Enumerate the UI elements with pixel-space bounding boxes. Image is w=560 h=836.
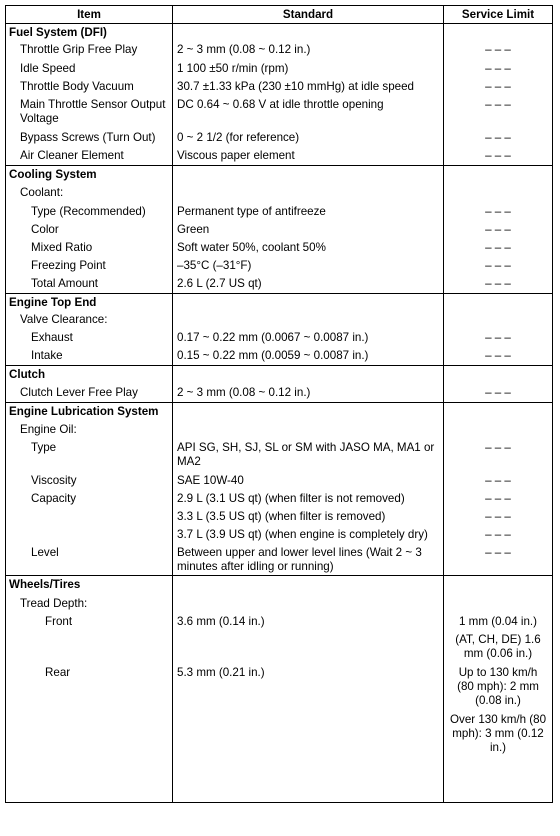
item-cell bbox=[6, 421, 173, 439]
section-header-row bbox=[6, 403, 553, 421]
service-limit-cell bbox=[444, 60, 553, 78]
standard-cell bbox=[173, 41, 444, 60]
table-row bbox=[6, 613, 553, 631]
table-row bbox=[6, 664, 553, 711]
item-label: Valve Clearance: bbox=[20, 312, 108, 326]
standard-value: DC 0.64 ~ 0.68 V at idle throttle opening bbox=[177, 97, 384, 111]
standard-cell bbox=[173, 613, 444, 631]
service-limit-cell bbox=[444, 147, 553, 166]
standard-cell bbox=[173, 311, 444, 329]
section-title: Wheels/Tires bbox=[9, 578, 81, 591]
standard-value: Soft water 50%, coolant 50% bbox=[177, 240, 326, 254]
service-limit-value: 1 mm (0.04 in.) bbox=[459, 614, 537, 628]
item-label: Main Throttle Sensor Output Voltage bbox=[20, 97, 166, 125]
item-label: Coolant: bbox=[20, 185, 64, 199]
item-cell bbox=[6, 96, 173, 129]
service-limit-value: – – – bbox=[485, 130, 511, 144]
standard-cell bbox=[173, 526, 444, 544]
standard-value: API SG, SH, SJ, SL or SM with JASO MA, MA1 or MA2 bbox=[177, 440, 435, 468]
service-limit-cell bbox=[444, 129, 553, 147]
standard-value: 1 100 ±50 r/min (rpm) bbox=[177, 61, 289, 75]
service-limit-cell bbox=[444, 472, 553, 490]
section-title: Clutch bbox=[9, 368, 46, 381]
table-row bbox=[6, 384, 553, 403]
standard-value: SAE 10W-40 bbox=[177, 473, 244, 487]
standard-value: –35°C (–31°F) bbox=[177, 258, 252, 272]
item-label: Level bbox=[31, 545, 59, 559]
standard-cell bbox=[173, 184, 444, 203]
standard-cell bbox=[173, 147, 444, 166]
item-cell bbox=[6, 60, 173, 78]
standard-value: Between upper and lower level lines (Wait 2 ~ 3 minutes after idling or running) bbox=[177, 545, 422, 573]
item-cell bbox=[6, 184, 173, 203]
standard-cell bbox=[173, 384, 444, 403]
service-limit-value: – – – bbox=[485, 61, 511, 75]
service-limit-value: – – – bbox=[485, 79, 511, 93]
item-label: Freezing Point bbox=[31, 258, 106, 272]
section-limit-cell bbox=[444, 166, 553, 184]
service-limit-value: – – – bbox=[485, 385, 511, 399]
service-limit-cell bbox=[444, 347, 553, 366]
standard-value: 3.6 mm (0.14 in.) bbox=[177, 614, 265, 628]
standard-cell bbox=[173, 439, 444, 472]
section-title: Engine Lubrication System bbox=[9, 405, 159, 418]
item-label: Idle Speed bbox=[20, 61, 76, 75]
table-row bbox=[6, 472, 553, 490]
service-limit-cell bbox=[444, 595, 553, 613]
service-limit-value: – – – bbox=[485, 97, 511, 111]
service-limit-value: – – – bbox=[485, 204, 511, 218]
section-title-cell bbox=[6, 366, 173, 384]
table-row bbox=[6, 544, 553, 576]
table-row bbox=[6, 347, 553, 366]
item-cell bbox=[6, 631, 173, 664]
service-limit-cell bbox=[444, 275, 553, 294]
table-row bbox=[6, 221, 553, 239]
section-title-cell bbox=[6, 576, 173, 595]
service-limit-cell bbox=[444, 439, 553, 472]
item-label: Air Cleaner Element bbox=[20, 148, 124, 162]
service-limit-value: (AT, CH, DE) 1.6 mm (0.06 in.) bbox=[455, 632, 541, 660]
item-label: Type bbox=[31, 440, 57, 454]
table-row bbox=[6, 526, 553, 544]
standard-value: 2 ~ 3 mm (0.08 ~ 0.12 in.) bbox=[177, 385, 311, 399]
standard-cell bbox=[173, 490, 444, 508]
item-cell bbox=[6, 613, 173, 631]
item-label: Engine Oil: bbox=[20, 422, 77, 436]
service-limit-value: – – – bbox=[485, 276, 511, 290]
service-limit-cell bbox=[444, 221, 553, 239]
section-title: Cooling System bbox=[9, 168, 97, 181]
service-limit-value: Up to 130 km/h (80 mph): 2 mm (0.08 in.) bbox=[457, 665, 539, 707]
standard-value: Green bbox=[177, 222, 210, 236]
service-limit-cell bbox=[444, 631, 553, 664]
item-label: Type (Recommended) bbox=[31, 204, 146, 218]
standard-cell bbox=[173, 664, 444, 711]
item-label: Mixed Ratio bbox=[31, 240, 93, 254]
section-standard-cell bbox=[173, 294, 444, 311]
standard-value: 0.15 ~ 0.22 mm (0.0059 ~ 0.0087 in.) bbox=[177, 348, 369, 362]
standard-value: 5.3 mm (0.21 in.) bbox=[177, 665, 265, 679]
service-limit-value: – – – bbox=[485, 258, 511, 272]
standard-value: 3.3 L (3.5 US qt) (when filter is removed) bbox=[177, 509, 386, 523]
standard-value: Permanent type of antifreeze bbox=[177, 204, 326, 218]
item-cell bbox=[6, 257, 173, 275]
service-limit-value: – – – bbox=[485, 222, 511, 236]
item-cell bbox=[6, 490, 173, 508]
table-row bbox=[6, 257, 553, 275]
section-title-cell bbox=[6, 166, 173, 184]
standard-cell bbox=[173, 347, 444, 366]
standard-cell bbox=[173, 631, 444, 664]
standard-value: Viscous paper element bbox=[177, 148, 295, 162]
service-limit-value: – – – bbox=[485, 440, 511, 454]
service-limit-cell bbox=[444, 78, 553, 96]
table-row bbox=[6, 184, 553, 203]
standard-cell bbox=[173, 275, 444, 294]
standard-cell bbox=[173, 221, 444, 239]
service-limit-cell bbox=[444, 203, 553, 221]
item-cell bbox=[6, 329, 173, 347]
service-limit-cell bbox=[444, 421, 553, 439]
standard-cell bbox=[173, 96, 444, 129]
item-label: Throttle Grip Free Play bbox=[20, 42, 138, 56]
service-limit-value: – – – bbox=[485, 473, 511, 487]
item-label: Total Amount bbox=[31, 276, 99, 290]
standard-value: 3.7 L (3.9 US qt) (when engine is completely dry) bbox=[177, 527, 428, 541]
section-standard-cell bbox=[173, 24, 444, 41]
service-limit-value: Over 130 km/h (80 mph): 3 mm (0.12 in.) bbox=[450, 712, 547, 754]
service-limit-cell bbox=[444, 184, 553, 203]
item-label: Rear bbox=[45, 665, 71, 679]
item-label: Color bbox=[31, 222, 59, 236]
table-row bbox=[6, 421, 553, 439]
service-limit-cell bbox=[444, 544, 553, 576]
table-row bbox=[6, 275, 553, 294]
section-title-cell bbox=[6, 24, 173, 41]
table-row bbox=[6, 239, 553, 257]
service-limit-cell bbox=[444, 711, 553, 803]
section-limit-cell bbox=[444, 366, 553, 384]
section-standard-cell bbox=[173, 366, 444, 384]
section-standard-cell bbox=[173, 576, 444, 595]
table-row bbox=[6, 129, 553, 147]
item-cell bbox=[6, 147, 173, 166]
standard-value: 2.6 L (2.7 US qt) bbox=[177, 276, 262, 290]
standard-cell bbox=[173, 60, 444, 78]
standard-cell bbox=[173, 239, 444, 257]
standard-cell bbox=[173, 421, 444, 439]
item-cell bbox=[6, 664, 173, 711]
item-cell bbox=[6, 78, 173, 96]
item-cell bbox=[6, 544, 173, 576]
table-row bbox=[6, 41, 553, 60]
standard-value: 30.7 ±1.33 kPa (230 ±10 mmHg) at idle speed bbox=[177, 79, 415, 93]
table-row bbox=[6, 203, 553, 221]
service-limit-cell bbox=[444, 526, 553, 544]
item-label: Intake bbox=[31, 348, 63, 362]
section-header-row bbox=[6, 576, 553, 595]
item-label: Exhaust bbox=[31, 330, 73, 344]
standard-cell bbox=[173, 257, 444, 275]
service-limit-value: – – – bbox=[485, 330, 511, 344]
service-limit-value: – – – bbox=[485, 148, 511, 162]
table-row bbox=[6, 329, 553, 347]
standard-cell bbox=[173, 129, 444, 147]
item-cell bbox=[6, 595, 173, 613]
item-label: Bypass Screws (Turn Out) bbox=[20, 130, 156, 144]
service-limit-value: – – – bbox=[485, 545, 511, 559]
item-cell bbox=[6, 311, 173, 329]
service-limit-cell bbox=[444, 664, 553, 711]
service-limit-cell bbox=[444, 613, 553, 631]
spec-table bbox=[5, 5, 553, 803]
section-header-row bbox=[6, 166, 553, 184]
table-row bbox=[6, 490, 553, 508]
service-limit-value: – – – bbox=[485, 491, 511, 505]
standard-cell bbox=[173, 329, 444, 347]
section-limit-cell bbox=[444, 24, 553, 41]
table-row bbox=[6, 711, 553, 803]
service-limit-cell bbox=[444, 257, 553, 275]
service-limit-cell bbox=[444, 311, 553, 329]
item-label: Viscosity bbox=[31, 473, 77, 487]
standard-value: 0.17 ~ 0.22 mm (0.0067 ~ 0.0087 in.) bbox=[177, 330, 369, 344]
section-limit-cell bbox=[444, 576, 553, 595]
item-cell bbox=[6, 129, 173, 147]
table-row bbox=[6, 78, 553, 96]
standard-value: 0 ~ 2 1/2 (for reference) bbox=[177, 130, 300, 144]
table-row bbox=[6, 595, 553, 613]
section-header-row bbox=[6, 366, 553, 384]
service-limit-cell bbox=[444, 96, 553, 129]
table-row bbox=[6, 311, 553, 329]
item-cell bbox=[6, 221, 173, 239]
standard-cell bbox=[173, 78, 444, 96]
item-label: Capacity bbox=[31, 491, 77, 505]
item-label: Front bbox=[45, 614, 73, 628]
specification-sheet bbox=[5, 5, 552, 828]
section-title-cell bbox=[6, 294, 173, 311]
section-limit-cell bbox=[444, 294, 553, 311]
service-limit-cell bbox=[444, 384, 553, 403]
service-limit-cell bbox=[444, 508, 553, 526]
item-label: Clutch Lever Free Play bbox=[20, 385, 138, 399]
section-limit-cell bbox=[444, 403, 553, 421]
service-limit-value: – – – bbox=[485, 42, 511, 56]
item-cell bbox=[6, 439, 173, 472]
section-header-row bbox=[6, 294, 553, 311]
standard-cell bbox=[173, 472, 444, 490]
item-cell bbox=[6, 347, 173, 366]
service-limit-cell bbox=[444, 490, 553, 508]
standard-cell bbox=[173, 595, 444, 613]
item-cell bbox=[6, 711, 173, 803]
standard-cell bbox=[173, 508, 444, 526]
table-row bbox=[6, 60, 553, 78]
standard-cell bbox=[173, 711, 444, 803]
item-cell bbox=[6, 472, 173, 490]
service-limit-value: – – – bbox=[485, 348, 511, 362]
section-title: Fuel System (DFI) bbox=[9, 26, 107, 39]
service-limit-value: – – – bbox=[485, 240, 511, 254]
service-limit-cell bbox=[444, 239, 553, 257]
table-row bbox=[6, 96, 553, 129]
table-row bbox=[6, 631, 553, 664]
section-standard-cell bbox=[173, 166, 444, 184]
standard-value: 2.9 L (3.1 US qt) (when filter is not removed) bbox=[177, 491, 405, 505]
item-cell bbox=[6, 384, 173, 403]
table-row bbox=[6, 508, 553, 526]
service-limit-value: – – – bbox=[485, 509, 511, 523]
item-column-header: Item bbox=[6, 6, 173, 24]
standard-column-header: Standard bbox=[173, 6, 444, 24]
item-label: Throttle Body Vacuum bbox=[20, 79, 134, 93]
service-limit-column-header: Service Limit bbox=[444, 6, 553, 24]
item-cell bbox=[6, 508, 173, 526]
section-standard-cell bbox=[173, 403, 444, 421]
standard-value: 2 ~ 3 mm (0.08 ~ 0.12 in.) bbox=[177, 42, 311, 56]
service-limit-value: – – – bbox=[485, 527, 511, 541]
spec-table-body bbox=[6, 24, 553, 803]
standard-cell bbox=[173, 544, 444, 576]
section-title: Engine Top End bbox=[9, 296, 97, 309]
table-row bbox=[6, 147, 553, 166]
header-row bbox=[6, 6, 553, 24]
item-cell bbox=[6, 275, 173, 294]
item-cell bbox=[6, 239, 173, 257]
item-cell bbox=[6, 41, 173, 60]
item-label: Tread Depth: bbox=[20, 596, 88, 610]
item-cell bbox=[6, 203, 173, 221]
table-row bbox=[6, 439, 553, 472]
standard-cell bbox=[173, 203, 444, 221]
section-header-row bbox=[6, 24, 553, 41]
item-cell bbox=[6, 526, 173, 544]
section-title-cell bbox=[6, 403, 173, 421]
service-limit-cell bbox=[444, 41, 553, 60]
service-limit-cell bbox=[444, 329, 553, 347]
